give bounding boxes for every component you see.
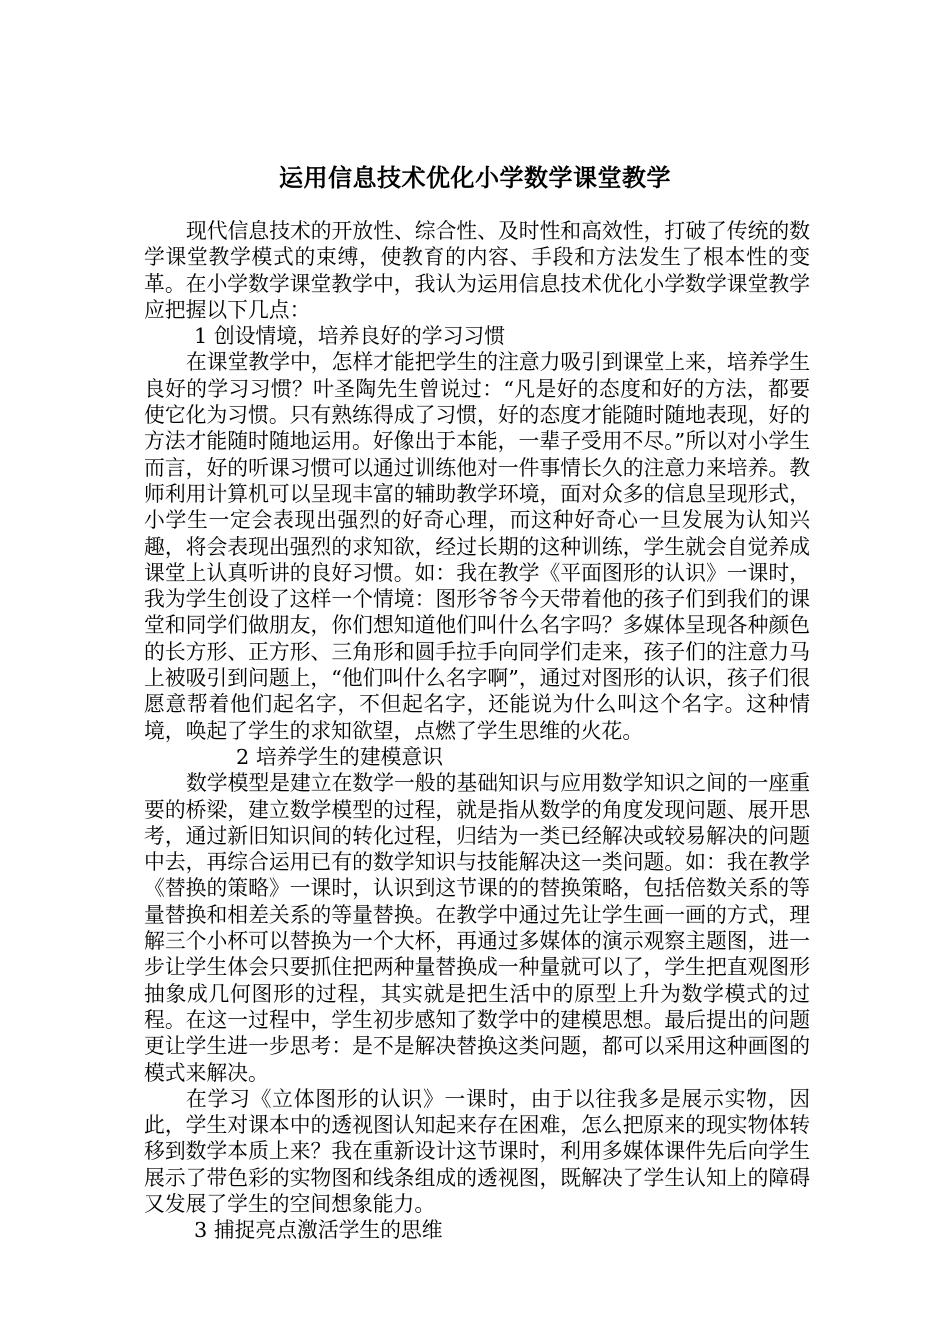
document-body — [144, 218, 810, 1244]
intro-paragraph: 现代信息技术的开放性、综合性、及时性和高效性，打破了传统的数学课堂教学模式的束缚，使教育的内容、手段和方法发生了根本性的变革。在小学数学课堂教学中，我认为运用信息技术优化小学数学课堂教学应把握以下几点： — [144, 219, 810, 322]
page-title: 运用信息技术优化小学数学课堂教学 — [279, 164, 671, 192]
section-heading-3: 3 捕捉亮点激活学生的思维 — [194, 1218, 443, 1243]
section-heading-1: 1 创设情境，培养良好的学习习惯 — [194, 324, 505, 349]
section-heading-2: 2 培养学生的建模意识 — [236, 744, 444, 769]
section-2-paragraph-1: 数学模型是建立在数学一般的基础知识与应用数学知识之间的一座重要的桥梁，建立数学模型的过程，就是指从数学的角度发现问题、展开思考，通过新旧知识间的转化过程，归结为一类已经解决或较易解决的问题中去，再综合运用已有的数学知识与技能解决这一类问题。如：我在教学《替换的策略》一课时，认识到这节课的的替换策略，包括倍数关系的等量替换和相差关系的等量替换。在教学中通过先让学生画一画的方式，理解三个小杯可以替换为一个大杯，再通过多媒体的演示观察主题图，进一步让学生体会只要抓住把两种量替换成一种量就可以了，学生把直观图形抽象成几何图形的过程，其实就是把生活中的原型上升为数学模式的过程。在这一过程中，学生初步感知了数学中的建模思想。最后提出的问题更让学生进一步思考：是不是解决替换这类问题，都可以采用这种画图的模式来解决。 — [144, 771, 810, 1085]
section-2-paragraph-2: 在学习《立体图形的认识》一课时，由于以往我多是展示实物，因此，学生对课本中的透视图认知起来存在困难，怎么把原来的现实物体转移到数学本质上来？我在重新设计这节课时，利用多媒体课件先后向学生展示了带色彩的实物图和线条组成的透视图，既解决了学生认知上的障碍又发展了学生的空间想象能力。 — [144, 1086, 810, 1216]
section-1-paragraph-1: 在课堂教学中，怎样才能把学生的注意力吸引到课堂上来，培养学生良好的学习习惯？叶圣陶先生曾说过：“凡是好的态度和好的方法，都要使它化为习惯。只有熟练得成了习惯，好的态度才能随时随地表现，好的方法才能随时随地运用。好像出于本能，一辈子受用不尽。”所以对小学生而言，好的听课习惯可以通过训练他对一件事情长久的注意力来培养。教师利用计算机可以呈现丰富的辅助教学环境，面对众多的信息呈现形式，小学生一定会表现出强烈的好奇心理，而这种好奇心一旦发展为认知兴趣，将会表现出强烈的求知欲，经过长期的这种训练，学生就会自觉养成课堂上认真听讲的良好习惯。如：我在教学《平面图形的认识》一课时，我为学生创设了这样一个情境：图形爷爷今天带着他的孩子们到我们的课堂和同学们做朋友，你们想知道他们叫什么名字吗？多媒体呈现各种颜色的长方形、正方形、三角形和圆手拉手向同学们走来，孩子们的注意力马上被吸引到问题上，“他们叫什么名字啊”，通过对图形的认识，孩子们很愿意帮着他们起名字，不但起名字，还能说为什么叫这个名字。这种情境，唤起了学生的求知欲望，点燃了学生思维的火花。 — [144, 350, 810, 743]
